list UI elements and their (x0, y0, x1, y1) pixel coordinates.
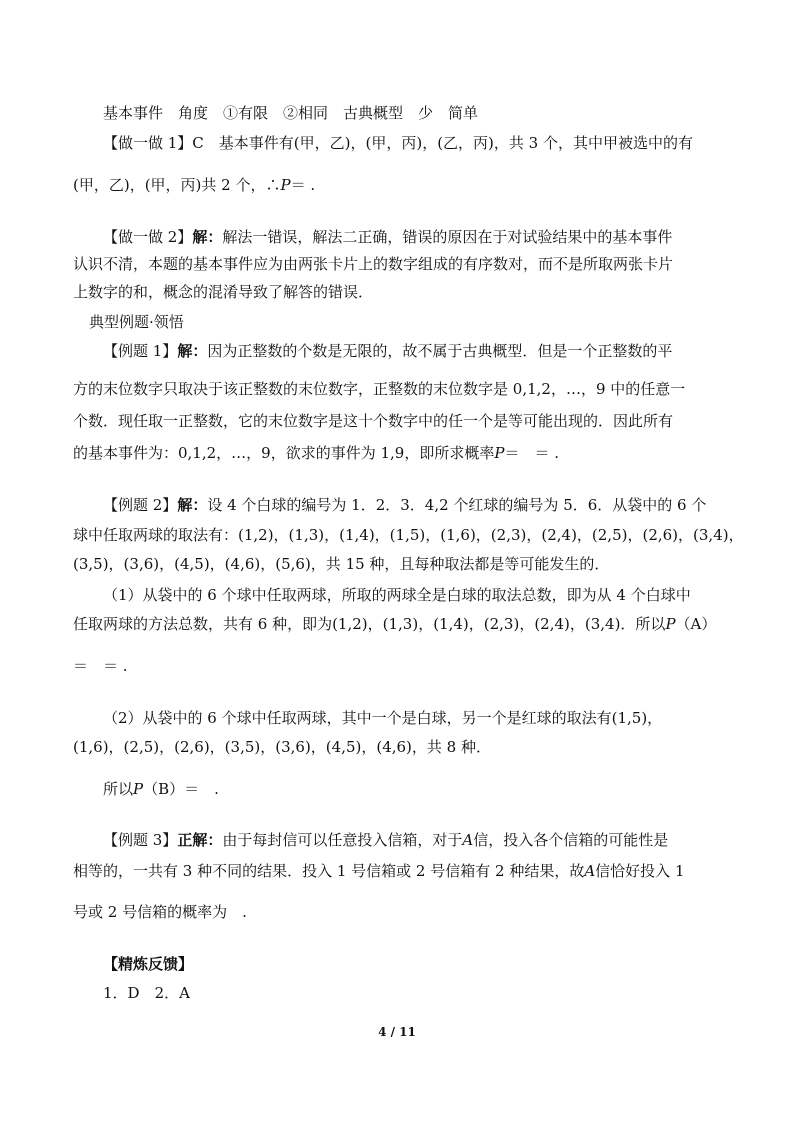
example-2-line: （1）从袋中的 6 个球中任取两球，所取的两球全是白球的取法总数，即为从 4 个白球中 (103, 586, 691, 604)
example-1-line: 【例题 1】解：因为正整数的个数是无限的，故不属于古典概型．但是一个正整数的平 (103, 342, 673, 360)
section-heading: 典型例题·领悟 (89, 313, 184, 331)
exercise-1-line: 【做一做 1】C 基本事件有(甲，乙)，(甲，丙)，(乙，丙)，共 3 个，其中甲被选中的有 (103, 134, 693, 152)
example-1-line: 的基本事件为：0,1,2，…，9，欲求的事件为 1,9，即所求概率P＝ ＝ . (73, 444, 559, 462)
feedback-heading: 【精炼反馈】 (103, 955, 194, 973)
exercise-2-line: 认识不清，本题的基本事件应为由两张卡片上的数字组成的有序数对，而不是所取两张卡片 (73, 255, 674, 273)
example-3-line: 【例题 3】正解：由于每封信可以任意投入信箱，对于A信，投入各个信箱的可能性是 (103, 831, 669, 849)
page-number: 4 / 11 (378, 1025, 416, 1039)
exercise-2-line: 上数字的和，概念的混淆导致了解答的错误． (73, 283, 374, 301)
example-2-line: （2）从袋中的 6 个球中任取两球，其中一个是白球，另一个是红球的取法有(1,5)， (103, 709, 663, 727)
example-2-line: 【例题 2】解：设 4 个白球的编号为 1．2．3．4,2 个红球的编号为 5．6．从袋中的 6 个 (103, 496, 707, 514)
example-3-line: 号或 2 号信箱的概率为 . (73, 903, 247, 921)
example-2-line: (1,6)，(2,5)，(2,6)，(3,5)，(3,6)，(4,5)，(4,6)，共 8 种． (73, 738, 491, 756)
example-2-line: 任取两球的方法总数，共有 6 种，即为(1,2)，(1,3)，(1,4)，(2,3)，(2,4)，(3,4)．所以P（A） (73, 615, 717, 633)
exercise-2-line: 【做一做 2】解：解法一错误，解法二正确，错误的原因在于对试验结果中的基本事件 (103, 228, 673, 246)
example-2-line: 所以P（B）＝ . (103, 780, 219, 798)
answer-key-line: 基本事件 角度 ①有限 ②相同 古典概型 少 简单 (103, 104, 479, 122)
example-2-line: 球中任取两球的取法有：(1,2)，(1,3)，(1,4)，(1,5)，(1,6)，(2,3)，(2,4)，(2,5)，(2,6)，(3,4)， (73, 526, 744, 544)
example-3-line: 相等的，一共有 3 种不同的结果．投入 1 号信箱或 2 号信箱有 2 种结果，故A信恰好投入 1 (73, 862, 685, 880)
example-2-line: (3,5)，(3,6)，(4,5)，(4,6)，(5,6)，共 15 种，且每种取法都是等可能发生的． (73, 555, 610, 573)
example-1-line: 方的末位数字只取决于该正整数的末位数字，正整数的末位数字是 0,1,2，…，9 中的任意一 (73, 380, 686, 398)
exercise-1-line: (甲，乙)，(甲，丙)共 2 个，∴P＝ . (73, 176, 316, 194)
example-1-line: 个数．现任取一正整数，它的末位数字是这十个数字中的任一个是等可能出现的．因此所有 (73, 412, 674, 430)
feedback-answers: 1．D 2．A (103, 984, 190, 1002)
example-2-line: ＝ ＝ . (73, 657, 128, 675)
